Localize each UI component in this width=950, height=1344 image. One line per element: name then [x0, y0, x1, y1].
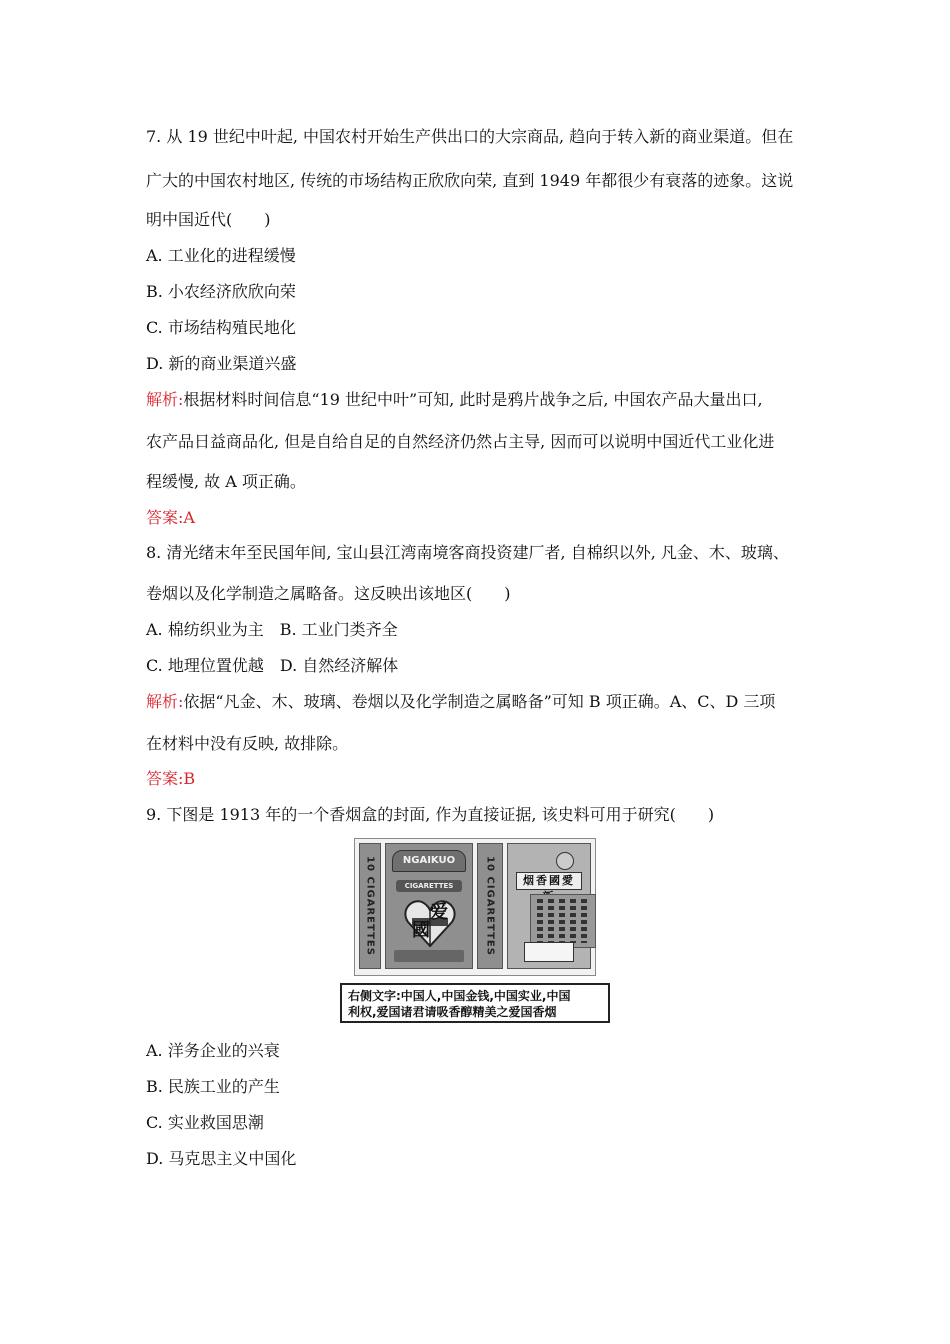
q7-analysis-line-2: 农产品日益商品化, 但是自给自足的自然经济仍然占主导, 因而可以说明中国近代工业化进 — [146, 432, 775, 451]
q7-option-c: C. 市场结构殖民地化 — [146, 318, 296, 337]
q9-option-c: C. 实业救国思潮 — [146, 1113, 264, 1132]
q8-stem-line-1: 8. 清光绪末年至民国年间, 宝山县江湾南境客商投资建厂者, 自棉织以外, 凡金、木、玻璃、 — [146, 543, 789, 562]
box-side-text-left: 10 CIGARETTES — [364, 856, 376, 956]
box-front-footer — [394, 950, 464, 962]
trademark-circle-icon — [556, 852, 574, 870]
q7-stem-line-1: 7. 从 19 世纪中叶起, 中国农村开始生产供出口的大宗商品, 趋向于转入新的商业渠道。但在 — [146, 127, 794, 146]
q8-options-line-1: A. 棉纺织业为主 B. 工业门类齐全 — [146, 620, 398, 639]
q7-answer-value: A — [183, 508, 195, 527]
q9-option-a: A. 洋务企业的兴衰 — [146, 1041, 280, 1060]
q9-option-d: D. 马克思主义中国化 — [146, 1149, 297, 1168]
box-side-panel-left — [359, 843, 381, 969]
q7-answer — [146, 507, 195, 529]
figure-caption — [340, 983, 610, 1023]
q8-stem-line-2: 卷烟以及化学制造之属略备。这反映出该地区( ) — [146, 584, 511, 603]
q7-analysis-line-1 — [146, 389, 763, 411]
q9-stem: 9. 下图是 1913 年的一个香烟盒的封面, 作为直接证据, 该史料可用于研究( ) — [146, 805, 715, 824]
q8-options-line-2: C. 地理位置优越 D. 自然经济解体 — [146, 656, 399, 675]
q7-answer-label: 答案: — [146, 508, 184, 527]
box-back-text-block — [530, 894, 596, 948]
box-side-panel-right — [477, 843, 503, 969]
q7-stem-line-2: 广大的中国农村地区, 传统的市场结构正欣欣向荣, 直到 1949 年都很少有衰落的迹象。这说 — [146, 171, 794, 190]
shield-char-top: 爱 — [430, 902, 448, 923]
figure-caption-line-1: 右侧文字:中国人,中国金钱,中国实业,中国 — [348, 989, 571, 1003]
q9-option-b: B. 民族工业的产生 — [146, 1077, 280, 1096]
q7-analysis-line-3: 程缓慢, 故 A 项正确。 — [146, 472, 306, 491]
q7-stem-line-3: 明中国近代( ) — [146, 210, 271, 229]
q8-analysis-text-1: 依据“凡金、木、玻璃、卷烟以及化学制造之属略备”可知 B 项正确。A、C、D 三项 — [183, 692, 776, 711]
q8-analysis-label: 解析: — [146, 692, 184, 711]
box-brand-ribbon: CIGARETTES — [396, 880, 462, 892]
box-back-panel — [507, 843, 591, 969]
shield-char-bottom: 國 — [412, 920, 430, 941]
q8-answer-value: B — [183, 769, 196, 788]
figure-caption-line-2: 利权,爱国诸君请吸香醇精美之爱国香烟 — [348, 1005, 557, 1019]
q7-option-d: D. 新的商业渠道兴盛 — [146, 354, 297, 373]
box-side-text-right: 10 CIGARETTES — [484, 856, 496, 956]
box-back-footer — [524, 942, 574, 962]
box-brand-name: NGAIKUO — [392, 850, 466, 872]
q7-option-a: A. 工业化的进程缓慢 — [146, 246, 296, 265]
box-back-title: 烟香國愛 — [516, 872, 582, 890]
q8-analysis-line-1 — [146, 691, 775, 713]
q8-answer — [146, 768, 195, 790]
q7-option-b: B. 小农经济欣欣向荣 — [146, 282, 296, 301]
box-front-panel — [385, 843, 473, 969]
cigarette-box-image — [354, 838, 596, 976]
q8-analysis-line-2: 在材料中没有反映, 故排除。 — [146, 734, 349, 753]
q7-analysis-label: 解析: — [146, 390, 184, 409]
q8-answer-label: 答案: — [146, 769, 184, 788]
q7-analysis-text-1: 根据材料时间信息“19 世纪中叶”可知, 此时是鸦片战争之后, 中国农产品大量出口, — [183, 390, 763, 409]
